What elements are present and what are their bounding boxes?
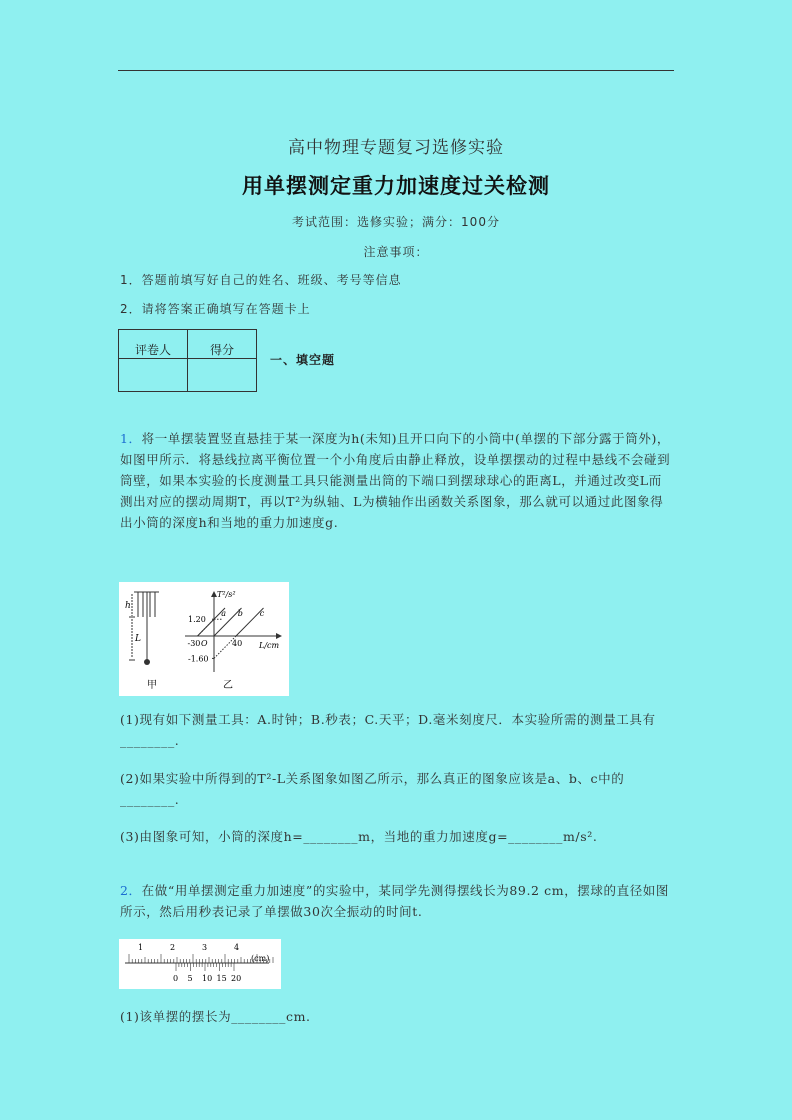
vernier-label: 10 [202,974,213,983]
question-2-part-1: (1)该单摆的摆长为________cm. [120,1009,311,1024]
series-label-c: c [259,608,265,618]
y-axis-label: T²/s² [217,590,236,599]
y-tick-label: 1.20 [188,615,206,625]
question-2-number: 2． [120,883,142,898]
notice-item-1: 1．答题前填写好自己的姓名、班级、考号等信息 [120,273,402,287]
y-tick-label: -1.60 [188,654,209,664]
notice-title: 注意事项： [363,245,429,259]
main-scale-label: 3 [202,943,208,952]
unit-label: (cm) [251,954,270,963]
figure-1-h-label: h [125,601,131,611]
main-scale-label: 1 [138,943,144,952]
x-tick-label: -30 [187,639,201,648]
vernier-label: 0 [173,974,179,983]
figure-1-svg [119,582,289,696]
series-label-b: b [237,608,243,618]
score-table-grader-cell[interactable] [119,359,188,392]
figure-1 [119,582,289,696]
x-tick-label: 40 [232,639,243,648]
question-1-part-3: (3)由图象可知，小筒的深度h=________m，当地的重力加速度g=________m/s². [120,829,598,844]
t2-l-graph [185,590,282,672]
vernier-label: 20 [231,974,242,983]
main-scale-label: 2 [170,943,176,952]
score-table-grader: 评卷人 [119,330,188,359]
section-label: 一、填空题 [270,353,336,367]
page-title: 用单摆测定重力加速度过关检测 [242,174,550,198]
score-table [118,329,257,392]
series-label-a: a [221,608,227,618]
x-axis-label: L/cm [259,641,280,650]
question-2 [120,880,674,922]
figure-1-right-caption: 乙 [223,680,233,691]
figure-1-l-label: L [135,634,141,644]
origin-label: O [201,639,208,648]
score-table-score-cell[interactable] [188,359,257,392]
page-subtitle: 高中物理专题复习选修实验 [288,138,504,158]
top-rule [118,70,674,71]
question-1-stem: 将一单摆装置竖直悬挂于某一深度为h(未知)且开口向下的小筒中(单摆的下部分露于筒外)，如图甲所示．将悬线拉离平衡位置一个小角度后由静止释放，设单摆摆动的过程中悬线不会碰到筒壁，如果本实验的长度测量工具只能测量出筒的下端口到摆球球心的距离L，并通过改变L而测出对应的摆动周期T，再以T²为纵轴、L为横轴作出函数关系图象，那么就可以通过此图象得出小筒的深度h和当地的重力加速度g. [120,431,671,530]
notice-item-2: 2．请将答案正确填写在答题卡上 [120,302,311,316]
question-2-stem: 在做“用单摆测定重力加速度”的实验中，某同学先测得摆线长为89.2 cm，摆球的直径如图所示，然后用秒表记录了单摆做30次全振动的时间t. [120,883,669,919]
figure-2-vernier [119,939,281,989]
question-1-number: 1． [120,431,142,446]
question-1 [120,428,674,533]
question-1-part-1: (1)现有如下测量工具：A.时钟；B.秒表；C.天平；D.毫米刻度尺．本实验所需的测量工具有________. [120,712,656,748]
pendulum-bob [144,659,150,665]
figure-1-left-caption: 甲 [147,680,157,691]
exam-meta: 考试范围：选修实验；满分：100分 [292,215,500,229]
score-table-score: 得分 [188,330,257,359]
vernier-label: 15 [216,974,227,983]
x-axis-arrow [276,633,282,639]
vernier-label: 5 [187,974,193,983]
question-1-part-2: (2)如果实验中所得到的T²-L关系图象如图乙所示，那么真正的图象应该是a、b、c中的________. [120,771,625,807]
vernier-caliper-svg [119,939,281,989]
main-scale-label: 4 [234,943,240,952]
